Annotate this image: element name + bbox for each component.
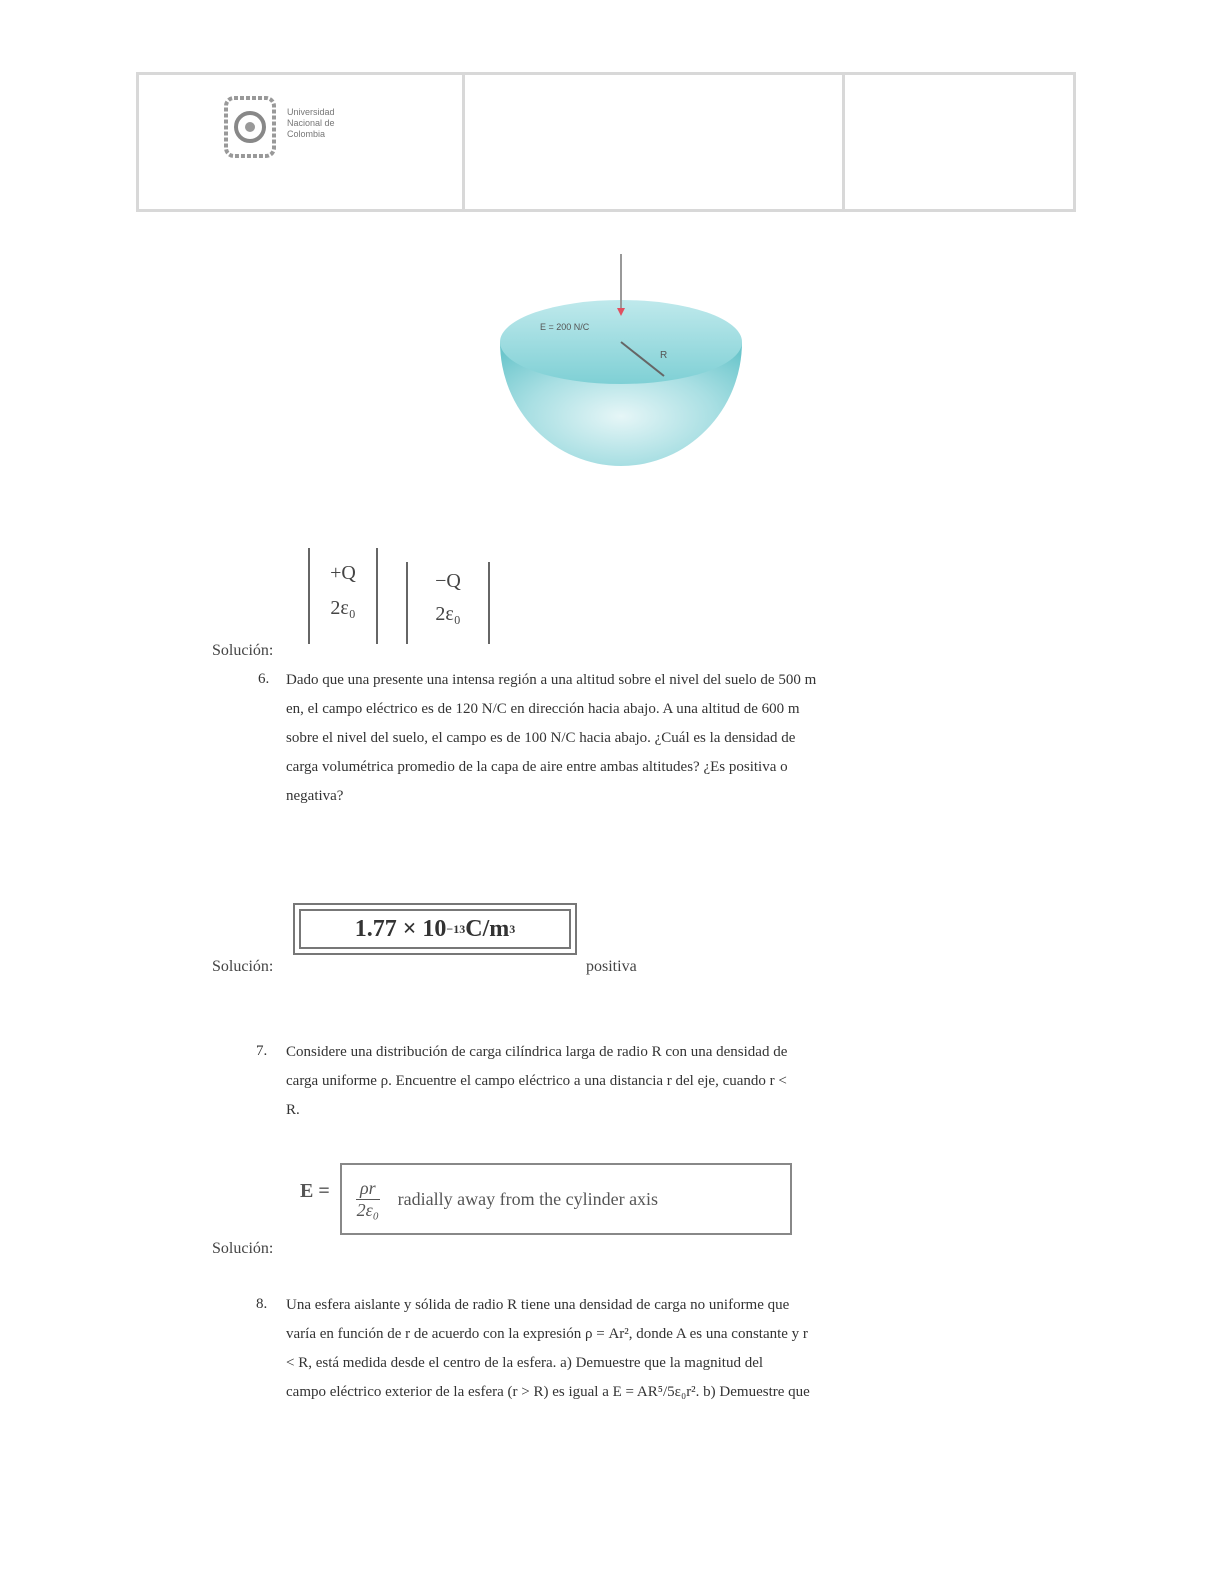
problem6-number: 6. <box>258 671 270 687</box>
field-label: E = 200 N/C <box>540 322 590 332</box>
university-seal-icon <box>223 95 277 159</box>
problem7-number: 7. <box>256 1043 268 1059</box>
answer2-label: Solución: <box>212 958 274 975</box>
header-table <box>136 72 1076 212</box>
radius-label: R <box>660 350 668 361</box>
answer2-value: 1.77 × 10 −13 C/m 3 <box>299 909 571 949</box>
header-right-cell <box>845 75 1073 209</box>
hemisphere-figure <box>494 250 748 470</box>
answer3-e-symbol: E = <box>300 1180 330 1202</box>
problem8-text: Una esfera aislante y sólida de radio R tiene una densidad de carga no uniforme que varía en función de r de acuerdo con la expresión ρ = Ar², donde A es una constante y r < R, está medida desde el centro de la esfera. a) Demuestre que la magnitud del campo eléctrico exterior de la esfera (r > R) es igual a E = AR⁵/5ε₀r². b) Demuestre que <box>286 1297 810 1400</box>
answer3-fraction: $\frac{\rho r}{\text{2ε₀}}$ <box>356 1177 379 1220</box>
answer1-frac-box-1: +Q 2ε₀ <box>308 548 378 644</box>
university-name: Universidad Nacional de Colombia <box>287 107 335 139</box>
problem8-number: 8. <box>256 1296 268 1312</box>
answer2-sign-note: positiva <box>586 958 637 975</box>
header-middle-cell <box>465 75 845 209</box>
answer3-description: radially away from the cylinder axis <box>397 1188 659 1209</box>
answer2-result-box <box>293 903 577 955</box>
answer3-field-box <box>340 1163 792 1235</box>
header-logo-cell <box>139 75 465 209</box>
answer1-frac-box-2: −Q 2ε₀ <box>406 562 490 644</box>
answer1-label: Solución: <box>212 642 274 659</box>
answer3-label: Solución: <box>212 1240 274 1257</box>
problem7-text: Considere una distribución de carga cilíndrica larga de radio R con una densidad de carga uniforme ρ. Encuentre el campo eléctrico a una distancia r del eje, cuando r < R. <box>286 1044 788 1118</box>
problem6-text: Dado que una presente una intensa región a una altitud sobre el nivel del suelo de 500 m en, el campo eléctrico es de 120 N/C en dirección hacia abajo. A una altitud de 600 m sobre el nivel del suelo, el campo es de 100 N/C hacia abajo. ¿Cuál es la densidad de carga volumétrica promedio de la capa de aire entre ambas altitudes? ¿Es positiva o negativa? <box>286 672 817 804</box>
